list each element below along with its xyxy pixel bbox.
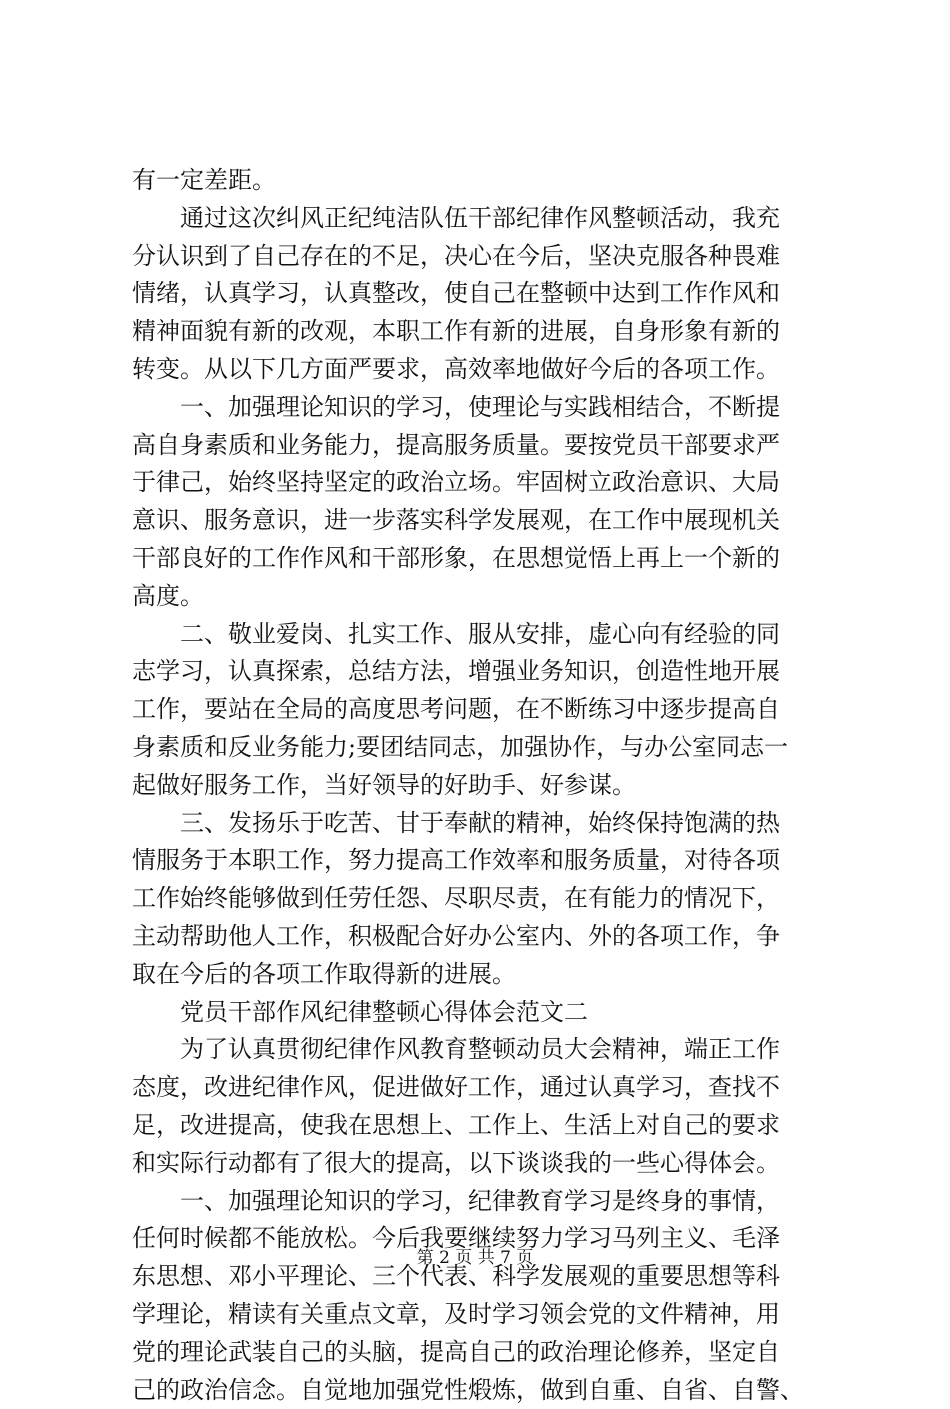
text-line: 高度。	[132, 578, 852, 616]
section-heading: 党员干部作风纪律整顿心得体会范文二	[132, 994, 852, 1032]
text-line: 一、加强理论知识的学习，使理论与实践相结合，不断提	[132, 389, 852, 427]
text-line: 取在今后的各项工作取得新的进展。	[132, 956, 852, 994]
text-line: 工作，要站在全局的高度思考问题，在不断练习中逐步提高自	[132, 691, 852, 729]
text-line: 二、敬业爱岗、扎实工作、服从安排，虚心向有经验的同	[132, 616, 852, 654]
text-line: 高自身素质和业务能力，提高服务质量。要按党员干部要求严	[132, 427, 852, 465]
text-line: 情服务于本职工作，努力提高工作效率和服务质量，对待各项	[132, 842, 852, 880]
text-line: 东思想、邓小平理论、三个代表、科学发展观的重要思想等科	[132, 1258, 852, 1296]
text-line: 志学习，认真探索，总结方法，增强业务知识，创造性地开展	[132, 653, 852, 691]
text-line: 有一定差距。	[132, 162, 852, 200]
text-line: 主动帮助他人工作，积极配合好办公室内、外的各项工作，争	[132, 918, 852, 956]
text-line: 精神面貌有新的改观，本职工作有新的进展，自身形象有新的	[132, 313, 852, 351]
text-line: 于律己，始终坚持坚定的政治立场。牢固树立政治意识、大局	[132, 464, 852, 502]
page-number-footer: 第 2 页 共 7 页	[0, 1243, 950, 1268]
text-line: 三、发扬乐于吃苦、甘于奉献的精神，始终保持饱满的热	[132, 805, 852, 843]
text-line: 工作始终能够做到任劳任怨、尽职尽责，在有能力的情况下，	[132, 880, 852, 918]
document-body	[132, 162, 852, 1409]
text-line: 转变。从以下几方面严要求，高效率地做好今后的各项工作。	[132, 351, 852, 389]
text-line: 通过这次纠风正纪纯洁队伍干部纪律作风整顿活动，我充	[132, 200, 852, 238]
text-line: 己的政治信念。自觉地加强党性煅炼，做到自重、自省、自警、	[132, 1372, 852, 1409]
text-line: 足，改进提高，使我在思想上、工作上、生活上对自己的要求	[132, 1107, 852, 1145]
text-line: 分认识到了自己存在的不足，决心在今后，坚决克服各种畏难	[132, 238, 852, 276]
text-line: 情绪，认真学习，认真整改，使自己在整顿中达到工作作风和	[132, 275, 852, 313]
text-line: 干部良好的工作作风和干部形象，在思想觉悟上再上一个新的	[132, 540, 852, 578]
text-line: 起做好服务工作，当好领导的好助手、好参谋。	[132, 767, 852, 805]
text-line: 意识、服务意识，进一步落实科学发展观，在工作中展现机关	[132, 502, 852, 540]
text-line: 一、加强理论知识的学习，纪律教育学习是终身的事情，	[132, 1183, 852, 1221]
text-line: 身素质和反业务能力;要团结同志，加强协作，与办公室同志一	[132, 729, 852, 767]
text-line: 学理论，精读有关重点文章，及时学习领会党的文件精神，用	[132, 1296, 852, 1334]
text-line: 态度，改进纪律作风，促进做好工作，通过认真学习，查找不	[132, 1069, 852, 1107]
text-line: 任何时候都不能放松。今后我要继续努力学习马列主义、毛泽	[132, 1220, 852, 1258]
text-line: 为了认真贯彻纪律作风教育整顿动员大会精神，端正工作	[132, 1031, 852, 1069]
text-line: 和实际行动都有了很大的提高，以下谈谈我的一些心得体会。	[132, 1145, 852, 1183]
text-line: 党的理论武装自己的头脑，提高自己的政治理论修养，坚定自	[132, 1334, 852, 1372]
